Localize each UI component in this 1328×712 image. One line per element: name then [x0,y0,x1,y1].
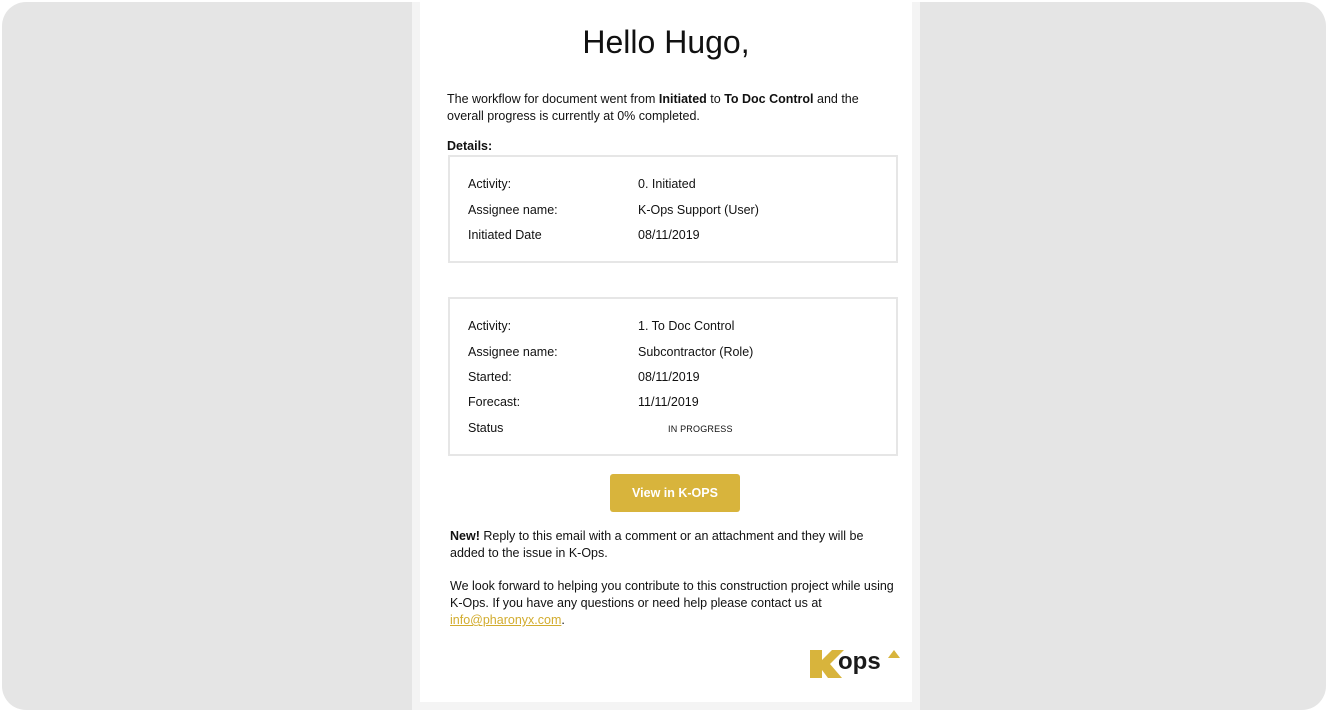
detail-label: Initiated Date [468,228,542,242]
support-email-link[interactable]: info@pharonyx.com [450,613,562,627]
email-column [412,2,920,710]
detail-value: 08/11/2019 [638,228,700,242]
screen-frame [2,2,1326,710]
detail-label: Started: [468,370,512,384]
intro-text-3: and the overall progress is currently at 0% completed. [447,92,859,123]
status-badge: IN PROGRESS [668,424,733,434]
details-label: Details: [447,139,493,153]
detail-value: K-Ops Support (User) [638,203,759,217]
detail-value: 11/11/2019 [638,395,699,409]
detail-value: 0. Initiated [638,177,696,191]
new-note [450,528,900,562]
intro-text-1: The workflow for document went from [447,92,659,106]
kops-logo-icon [808,642,903,682]
detail-value: Subcontractor (Role) [638,345,754,359]
detail-value: 08/11/2019 [638,370,700,384]
detail-label: Activity: [468,177,512,191]
detail-label: Status [468,421,504,435]
to-state: To Doc Control [724,92,814,106]
closing-text: We look forward to helping you contribute to this construction project while using K-Ops. If you have any questions or need help please contact us at [450,579,894,610]
detail-label: Forecast: [468,395,521,409]
detail-label: Assignee name: [468,345,558,359]
email-card [420,2,912,702]
detail-label: Assignee name: [468,203,558,217]
closing-paragraph [450,578,900,629]
detail-value: 1. To Doc Control [638,319,735,333]
from-state: Initiated [658,92,707,106]
new-note-text: Reply to this email with a comment or an attachment and they will be added to the issue in K-Ops. [450,529,864,560]
new-label: New! [450,529,480,543]
activity-block-initiated [448,155,898,263]
workflow-intro [447,91,897,125]
view-in-kops-button[interactable]: View in K-OPS [610,474,740,512]
logo-text: ops [838,648,881,675]
intro-text-2: to [706,92,725,106]
detail-label: Activity: [468,319,512,333]
closing-end: . [561,613,565,627]
greeting-heading: Hello Hugo, [582,24,750,60]
logo-arrow-icon [888,650,900,658]
activity-block-doc-control [448,297,898,456]
